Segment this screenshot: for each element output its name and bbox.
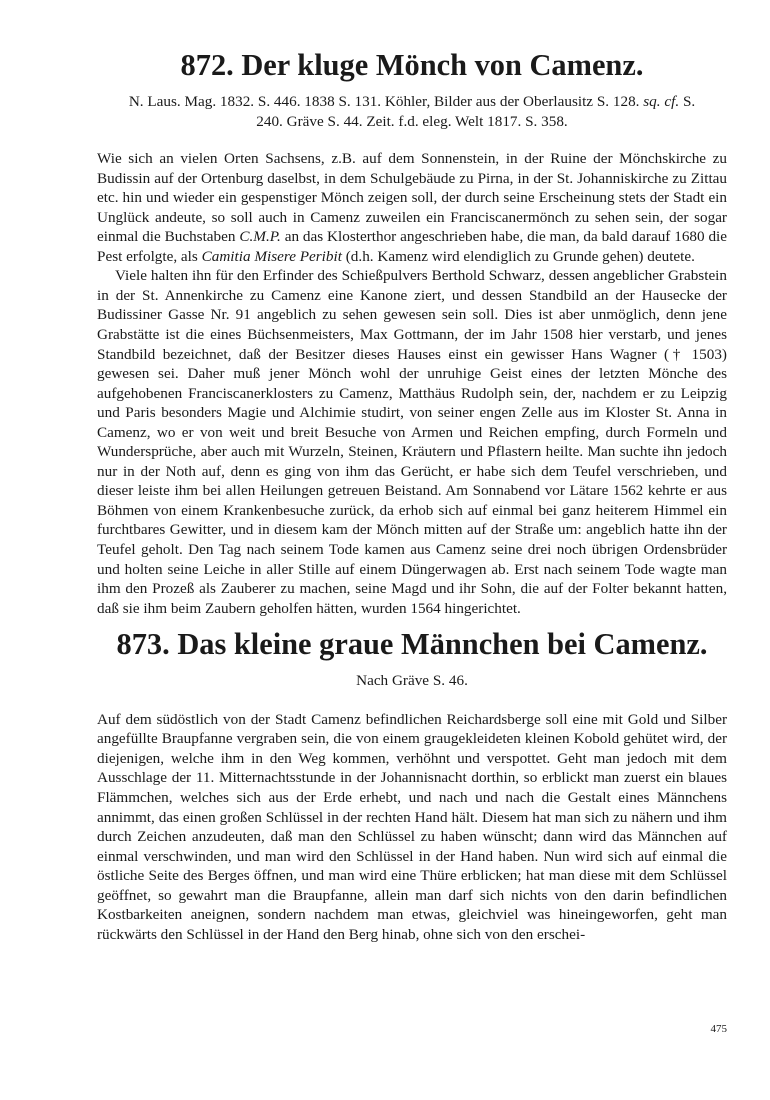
sources-873: Nach Gräve S. 46. — [356, 672, 468, 690]
text-cmp: C.M.P. — [239, 228, 281, 246]
text-latin: Camitia Misere Peribit — [201, 247, 342, 265]
section-title-873: 873. Das kleine graue Männchen bei Camenz. — [116, 627, 708, 662]
sources-sq: sq. — [643, 93, 661, 110]
section-body-872 — [97, 149, 727, 618]
sources-text-b: S. 240. Gräve S. 44. Zeit. f.d. eleg. Welt 1817. S. 358. — [256, 93, 696, 130]
section-873 — [97, 627, 727, 944]
page-content — [97, 48, 728, 944]
paragraph-873-1: Auf dem südöstlich von der Stadt Camenz befindlichen Reichardsberge soll eine mit Gold und Silber angefüllte Braupfanne vergraben sein, die von einem graugekleideten kleinen Kobold gehütet wird, der diejenigen, welche ihm in den Weg kommen, verhöhnt und verspottet. Geht man jedoch mit dem Ausschlage der 11. Mitternachtsstunde in der Johannisnacht dorthin, so erblickt man zuerst ein blaues Flämmchen, welches sich aus der Erde erhebt, und nach und nach die Gestalt eines Männchens annimmt, das einen großen Schlüssel in der rechten Hand hält. Diesem hat man sich zu nähern und ihm durch Zeichen anzudeuten, daß man den Schlüssel zu haben wünscht; dann wird das Männchen auf einmal verschwinden, und man wird den Schlüssel in der Hand haben. Nun wird sich auf einmal die östliche Seite des Berges öffnen, und man wird eine Thüre erblicken; hat man diese mit dem Schlüssel geöffnet, so gewahrt man die Braupfanne, allein man darf sich nichts von den darin befindlichen Kostbarkeiten aneignen, sondern nachdem man etwas, gleichviel was hineingeworfen, geht man rückwärts den Schlüssel in der Hand den Berg hinab, ohne sich von den erschei- — [97, 710, 727, 943]
section-title-872: 872. Der kluge Mönch von Camenz. — [180, 48, 644, 82]
sources-872 — [127, 92, 697, 131]
paragraph-872-1 — [97, 149, 727, 266]
paragraph-872-2: Viele halten ihn für den Erfinder des Schießpulvers Berthold Schwarz, dessen angeblicher Grabstein in der St. Annenkirche zu Camenz eine Kanone ziert, und dessen Standbild an der Hausecke der Budissiner Gasse Nr. 91 angeblich zu sehen gewesen sein soll. Dies ist aber unmöglich, denn jene Grabstätte ist die eines Büchsenmeisters, Max Gottmann, der im Jahr 1508 hier verstarb, und jenes Standbild bezeichnet, daß der Besitzer dieses Hauses einst ein gewisser Hans Wagner († 1503) gewesen sei. Daher muß jener Mönch wohl der unruhige Geist eines der letzten Mönche des aufgehobenen Franciscanerklosters zu Camenz, Matthäus Rudolph sein, der, nachdem er zu Leipzig und Paris besonders Magie und Alchimie studirt, von seiner engen Zelle aus im Kloster St. Anna in Camenz, wo er von weit und breit Besuche von Armen und Reichen empfing, durch Formeln und Wundersprüche, aber auch mit Wurzeln, Steinen, Kräutern und Pflastern heilte. Man suchte ihn jedoch nur in der Noth auf, denn es ging von ihm das Gerücht, er habe sich dem Teufel verschrieben, und dieser leiste ihm bei allen Heilungen getreuen Beistand. Am Sonnabend vor Lätare 1562 kehrte er aus Böhmen von einem Krankenbesuche zurück, da erhob sich auf einmal bei ganz heiterem Himmel ein furchtbares Gewitter, und in diesem kam der Mönch mitten auf der Straße um: angeblich hatte ihn der Teufel geholt. Den Tag nach seinem Tode kamen aus Camenz seine drei noch übrigen Ordensbrüder und holten seine Leiche in aller Stille auf einem Düngerwagen ab. Erst nach seinem Tode wagte man ihm den Prozeß als Zauberer zu machen, seine Magd und ihr Sohn, die auf der Folter bekannt hatten, daß sie ihm beim Zaubern geholfen hätten, wurden 1564 hingerichtet. — [97, 267, 727, 617]
section-body-873 — [97, 710, 727, 945]
text-run: (d.h. Kamenz wird elendiglich zu Grunde gehen) deutete. — [345, 247, 695, 265]
sources-cf: cf. — [664, 93, 680, 110]
sources-text-a: N. Laus. Mag. 1832. S. 446. 1838 S. 131. Köhler, Bilder aus der Oberlausitz S. 128. — [128, 93, 640, 110]
text-run: Wie sich an vielen Orten Sachsens, z.B. auf dem Sonnenstein, in der Ruine der Mönchskirche zu Budissin auf der Ortenburg daselbst, in dem Schulgebäude zu Pirna, in der St. Johanniskirche zu Zittau etc. hin und wieder ein gespenstiger Mönch zeigen soll, der durch seine Erscheinung stets der Stadt ein Unglück andeute, so soll auch in Camenz zuweilen ein Franciscanermönch zu sehen sein, der sogar einmal die Buchstaben — [97, 150, 727, 246]
page-number: 475 — [710, 1023, 727, 1035]
text-run: an das Klosterthor angeschrieben habe, die man, da bald darauf 1680 die Pest erfolgte, als — [97, 228, 728, 265]
